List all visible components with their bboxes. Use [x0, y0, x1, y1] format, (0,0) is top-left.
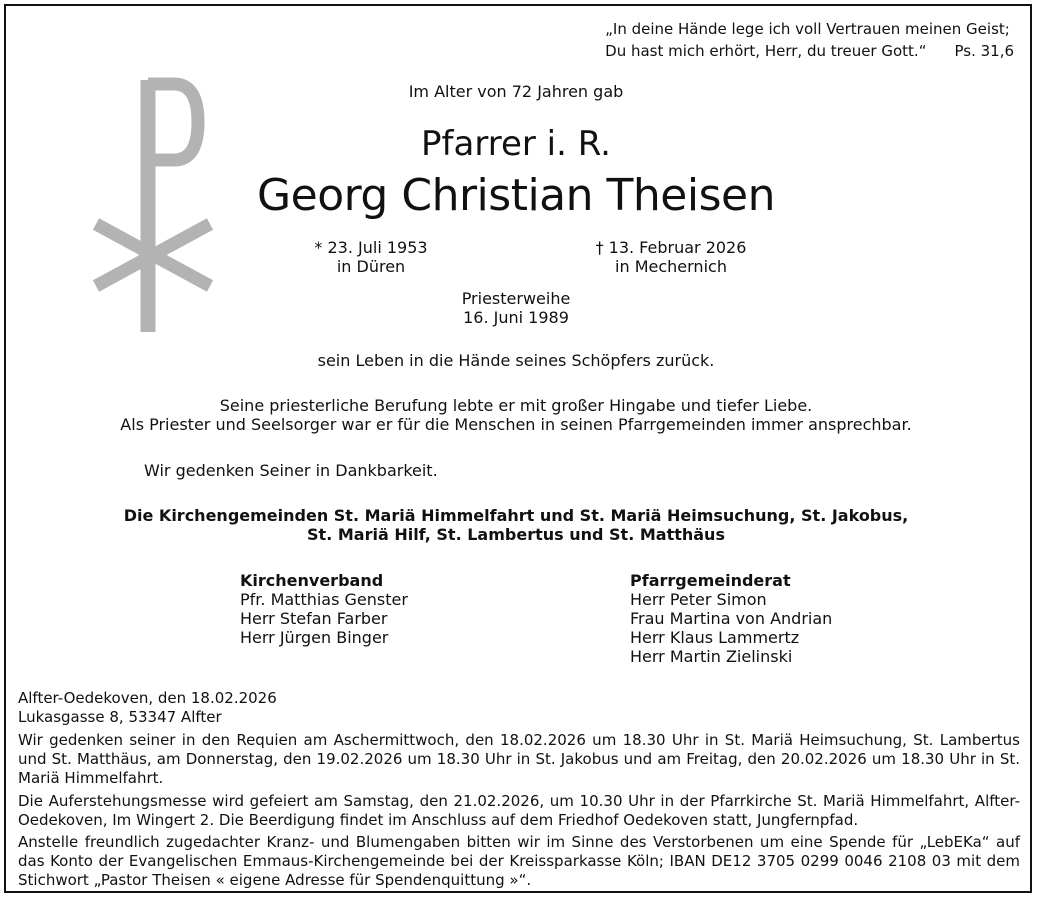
tribute-line-2: Als Priester und Seelsorger war er für die Menschen in seinen Pfarrgemeinden immer ansprechbar.	[120, 415, 912, 434]
signatories-right-heading: Pfarrgemeinderat	[630, 571, 791, 590]
bible-verse	[605, 18, 1014, 62]
parishes	[66, 506, 966, 544]
remembrance-text: Wir gedenken Seiner in Dankbarkeit.	[144, 461, 438, 480]
death-date: † 13. Februar 2026	[595, 238, 747, 257]
signatory-name: Pfr. Matthias Genster	[240, 590, 408, 609]
signatory-name: Herr Peter Simon	[630, 590, 767, 609]
obituary-card	[4, 4, 1032, 893]
birth-date: * 23. Juli 1953	[314, 238, 428, 257]
requiem-notice: Wir gedenken seiner in den Requien am Aschermittwoch, den 18.02.2026 um 18.30 Uhr in St. Mariä Heimsuchung, St. Lambertus und St. Matthäus, am Donnerstag, den 19.02.2026 um 18.30 Uhr in St. Jakobus und am Freitag, den 20.02.2026 um 18.30 Uhr in St. Mariä Himmelfahrt.	[18, 731, 1020, 787]
donation-notice: Anstelle freundlich zugedachter Kranz- und Blumengaben bitten wir im Sinne des Verstorbenen um eine Spende für „LebEKa“ auf das Konto der Evangelischen Emmaus-Kirchengemeinde bei der Kreissparkasse Köln; IBAN DE12 3705 0299 0046 2108 03 mit dem Stichwort „Pastor Theisen « eigene Adresse für Spendenquittung »“.	[18, 833, 1020, 889]
continuation-text: sein Leben in die Hände seines Schöpfers zurück.	[317, 351, 715, 370]
deceased-title: Pfarrer i. R.	[421, 124, 611, 164]
verse-reference: Ps. 31,6	[954, 42, 1014, 60]
parishes-line-1: Die Kirchengemeinden St. Mariä Himmelfahrt und St. Mariä Heimsuchung, St. Jakobus,	[123, 506, 909, 525]
footer-info	[18, 689, 1020, 890]
ordination-info	[416, 289, 616, 327]
birth-info	[276, 238, 466, 276]
signatories-right	[630, 571, 832, 666]
tribute-text	[66, 396, 966, 434]
death-info	[566, 238, 776, 276]
ordination-date: 16. Juni 1989	[463, 308, 569, 327]
deceased-name: Georg Christian Theisen	[257, 170, 775, 221]
tribute-line-1: Seine priesterliche Berufung lebte er mit großer Hingabe und tiefer Liebe.	[219, 396, 813, 415]
verse-line-1: „In deine Hände lege ich voll Vertrauen meinen Geist;	[605, 20, 1010, 38]
signatory-name: Frau Martina von Andrian	[630, 609, 833, 628]
mass-notice: Die Auferstehungsmesse wird gefeiert am Samstag, den 21.02.2026, um 10.30 Uhr in der Pfarrkirche St. Mariä Himmelfahrt, Alfter-Oedekoven, Im Wingert 2. Die Beerdigung findet im Anschluss auf dem Friedhof Oedekoven statt, Jungfernpfad.	[18, 792, 1020, 829]
place-date: Alfter-Oedekoven, den 18.02.2026	[18, 689, 277, 707]
signatory-name: Herr Stefan Farber	[240, 609, 388, 628]
address: Lukasgasse 8, 53347 Alfter	[18, 708, 222, 726]
birth-place: in Düren	[336, 257, 406, 276]
signatory-name: Herr Jürgen Binger	[240, 628, 389, 647]
death-place: in Mechernich	[615, 257, 727, 276]
parishes-line-2: St. Mariä Hilf, St. Lambertus und St. Matthäus	[307, 525, 725, 544]
signatory-name: Herr Martin Zielinski	[630, 647, 793, 666]
ordination-label: Priesterweihe	[461, 289, 571, 308]
verse-line-2	[605, 40, 1014, 62]
signatory-name: Herr Klaus Lammertz	[630, 628, 800, 647]
signatories-left-heading: Kirchenverband	[240, 571, 384, 590]
verse-line-2-text: Du hast mich erhört, Herr, du treuer Gott.“	[605, 42, 927, 60]
signatories-left	[240, 571, 408, 647]
intro-text: Im Alter von 72 Jahren gab	[408, 82, 624, 101]
